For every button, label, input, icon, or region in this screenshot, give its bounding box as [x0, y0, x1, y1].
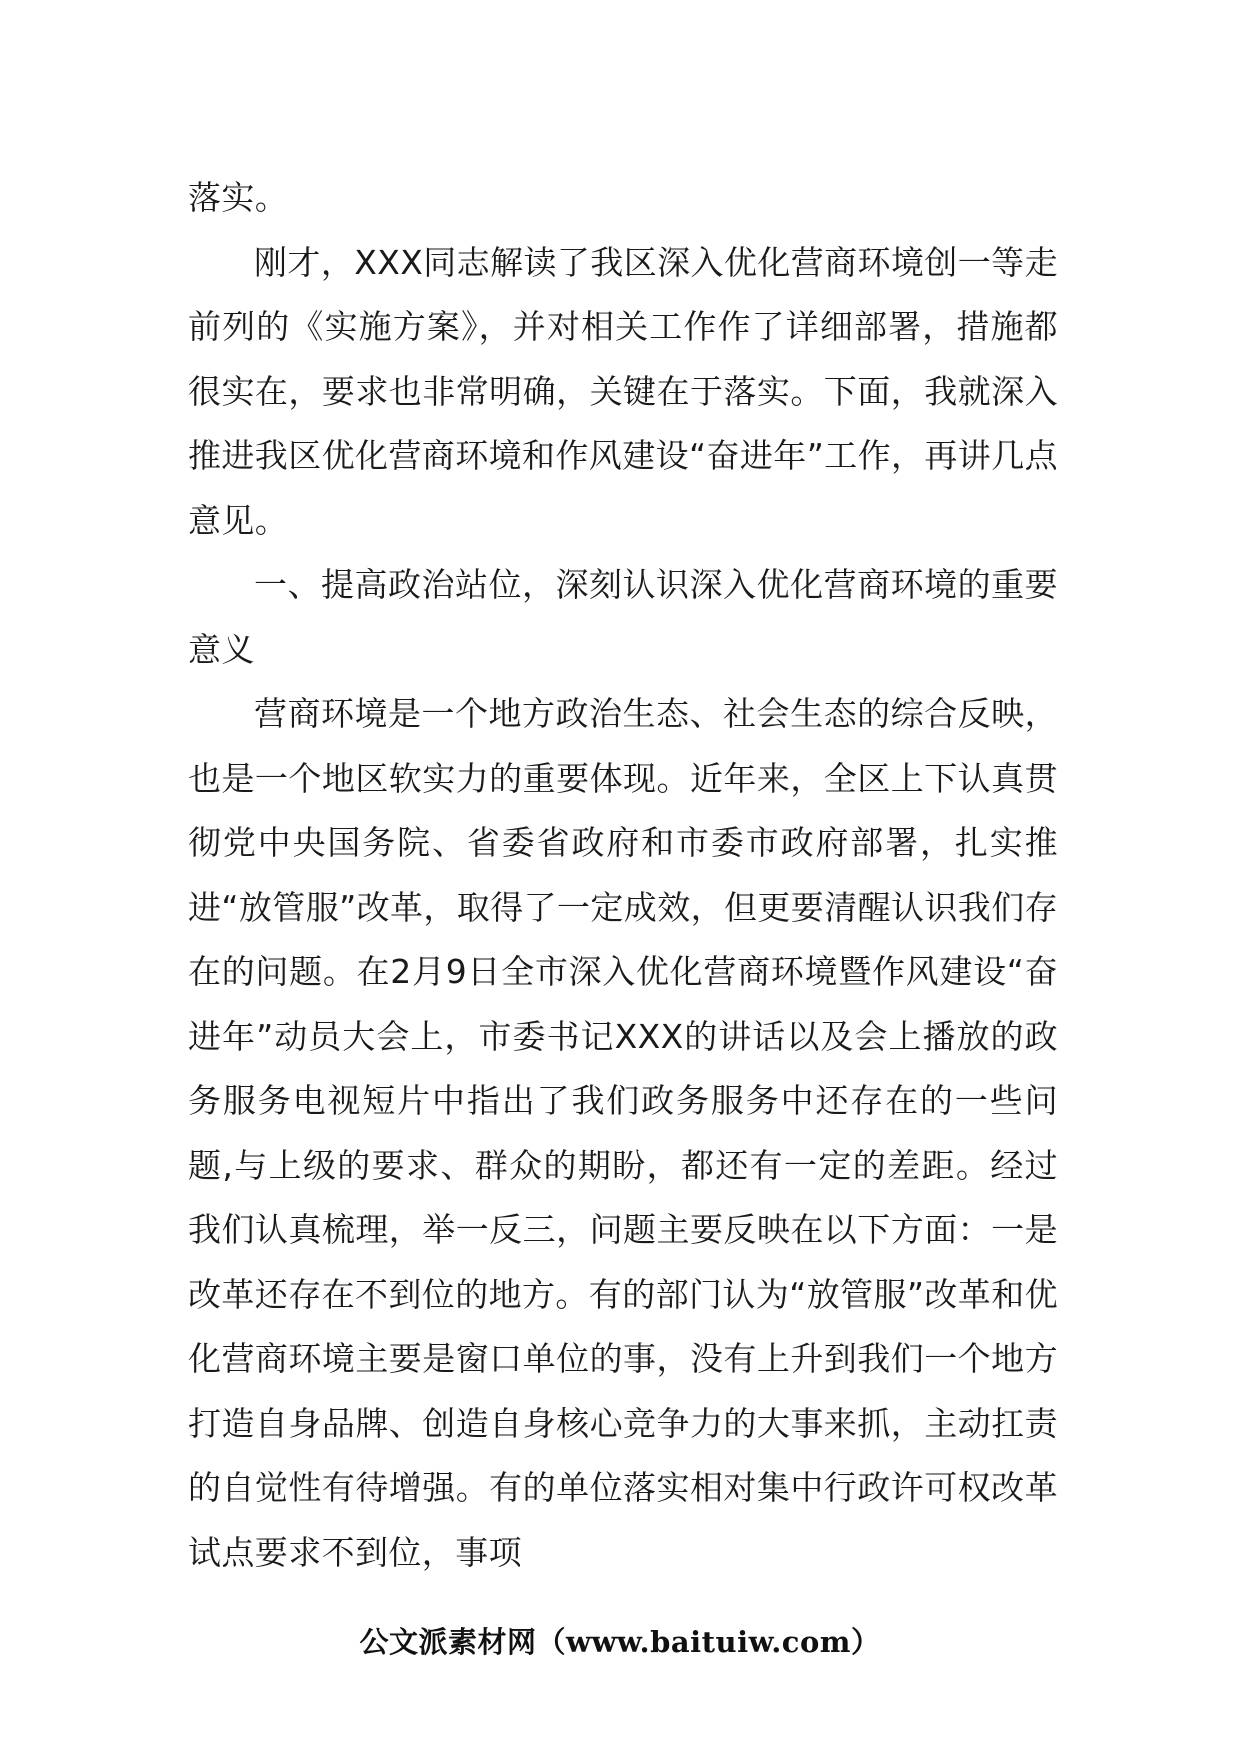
paragraph-business-environment: 营商环境是一个地方政治生态、社会生态的综合反映，也是一个地区软实力的重要体现。近年来，全区上下认真贯彻党中央国务院、省委省政府和市委市政府部署，扎实推进“放管服”改革，取得了一定成效，但更要清醒认识我们存在的问题。在2月9日全市深入优化营商环境暨作风建设“奋进年”动员大会上，市委书记XXX的讲话以及会上播放的政务服务电视短片中指出了我们政务服务中还存在的一些问题,与上级的要求、群众的期盼，都还有一定的差距。经过我们认真梳理，举一反三，问题主要反映在以下方面：一是改革还存在不到位的地方。有的部门认为“放管服”改革和优化营商环境主要是窗口单位的事，没有上升到我们一个地方打造自身品牌、创造自身核心竞争力的大事来抓，主动扛责的自觉性有待增强。有的单位落实相对集中行政许可权改革试点要求不到位，事项	[188, 694, 1058, 1572]
paragraph-continuation: 落实。	[188, 178, 289, 217]
section-heading-1: 一、提高政治站位，深刻认识深入优化营商环境的重要意义	[188, 565, 1058, 669]
document-body	[188, 166, 1058, 1585]
paragraph-intro: 刚才，XXX同志解读了我区深入优化营商环境创一等走前列的《实施方案》，并对相关工作作了详细部署，措施都很实在，要求也非常明确，关键在于落实。下面，我就深入推进我区优化营商环境和作风建设“奋进年”工作，再讲几点意见。	[188, 242, 1058, 540]
source-footer: 公文派素材网（www.baituiw.com）	[359, 1625, 881, 1659]
